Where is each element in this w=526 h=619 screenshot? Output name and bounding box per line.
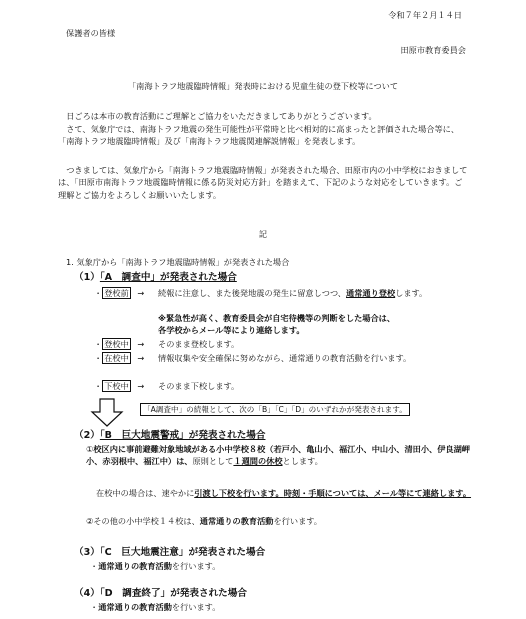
addressee: 保護者の皆様 (66, 28, 116, 38)
sender: 田原市教育委員会 (400, 45, 466, 55)
item-emphasis: １週間の休校 (233, 456, 283, 467)
when-badge: 在校中 (104, 353, 129, 363)
detail-emphasis: 引渡し下校を行います。 (194, 488, 284, 498)
subsection-b-item-1-detail (96, 487, 472, 499)
item-before-school-text (158, 287, 468, 299)
item-going-to-school: ・ 登校中 → (94, 338, 151, 350)
subsection-a-number: （1） (74, 272, 100, 283)
item-text-end: します。 (395, 288, 428, 298)
followup-notice-box: 「A調査中」の続報として、次の「B」「C」「D」のいずれかが発表されます。 (140, 403, 410, 416)
subsection-d-heading (74, 587, 247, 601)
subsection-a-heading (74, 271, 237, 285)
subsection-c-heading (74, 546, 265, 560)
item-text: その他の小中学校１４校は、 (93, 516, 200, 526)
subsection-c-number: （3） (74, 547, 100, 558)
subsection-b-label: 「B 巨大地震警戒」が発表された場合 (99, 430, 266, 441)
subsection-d-label: 「D 調査終了」が発表された場合 (99, 588, 247, 599)
detail-text: 在校中の場合は、速やかに (96, 488, 195, 498)
subsection-d-number: （4） (74, 588, 100, 599)
item-at-school: ・ 在校中 → (94, 352, 151, 364)
arrow-icon: → (137, 288, 145, 298)
subsection-a-label: 「A 調査中」が発表された場合 (99, 272, 237, 283)
down-arrow-icon (90, 398, 124, 428)
bullet: ・ (90, 561, 99, 571)
subsection-c-body (90, 560, 220, 572)
item-at-school-text: 情報収集や安全確保に努めながら、通常通りの教育活動を行います。 (158, 353, 412, 363)
intro-paragraph-1: 日ごろは本市の教育活動にご理解とご協力をいただきましてありがとうございます。 (66, 111, 377, 121)
body-bold-text: 通常通りの教育活動 (98, 602, 172, 612)
ki-marker: 記 (258, 229, 268, 239)
when-badge: 下校中 (104, 381, 129, 391)
intro-paragraph-2: さて、気象庁では、南海トラフ地震の発生可能性が平常時と比べ相対的に高まったと評価された場合等に、「南海トラフ地震臨時情報」及び「南海トラフ地震関連解説情報」を発表します。 (58, 124, 460, 147)
note-line-1: ※緊急性が高く、教育委員会が自宅待機等の判断をした場合は、 (158, 313, 396, 323)
item-text-end: を行います。 (273, 516, 322, 526)
subsection-b-heading (74, 429, 265, 443)
when-badge: 登校前 (104, 288, 129, 298)
when-badge: 登校中 (104, 339, 129, 349)
arrow-icon: → (137, 339, 145, 349)
subsection-b-item-1 (86, 443, 472, 468)
note-line-2: 各学校からメール等により連絡します。 (158, 325, 305, 335)
bullet: ・ (90, 602, 99, 612)
item-bold-text: 校区内に事前避難対象地域がある小中学校８校（若戸小、亀山小、福江小、中山小、清田小、伊良湖岬小、赤羽根中、福江中）は、 (86, 444, 470, 467)
item-going-home: ・ 下校中 → (94, 380, 151, 392)
document-title: 「南海トラフ地震臨時情報」発表時における児童生徒の登下校等について (127, 81, 399, 91)
item-text-end: とします。 (282, 456, 323, 467)
arrow-icon: → (137, 353, 145, 363)
intro-paragraph-3: つきましては、気象庁から「南海トラフ地震臨時情報」が発表された場合、田原市内の小中学校におきましては、「田原市南海トラフ地震臨時情報に係る防災対応方針」を踏まえて、下記のような対応をしていきます。ご理解とご協力をよろしくお願いいたします。 (58, 165, 468, 200)
body-text: を行います。 (171, 602, 221, 612)
detail-bold-text: 時刻・手順については、メール等にて連絡します。 (283, 488, 472, 498)
subsection-d-body (90, 601, 220, 613)
item-text: 原則として (192, 456, 234, 467)
subsection-b-item-2 (86, 515, 472, 527)
item-going-home-text: そのまま下校します。 (158, 381, 240, 391)
item-before-school: ・ 登校前 → (94, 287, 151, 299)
item-number: ① (86, 444, 94, 454)
arrow-icon: → (137, 381, 145, 391)
body-text: を行います。 (171, 561, 221, 571)
issue-date: 令和７年２月１４日 (388, 10, 462, 20)
subsection-c-label: 「C 巨大地震注意」が発表された場合 (99, 547, 266, 558)
item-bold-text: 通常通りの教育活動 (199, 516, 274, 526)
body-bold-text: 通常通りの教育活動 (98, 561, 172, 571)
subsection-b-number: （2） (74, 430, 100, 441)
item-emphasis: 通常通り登校 (346, 288, 396, 298)
item-text: 続報に注意し、また後発地震の発生に留意しつつ、 (158, 288, 346, 298)
item-number: ② (86, 516, 94, 526)
item-going-to-school-text: そのまま登校します。 (158, 339, 240, 349)
section-1-heading: 1. 気象庁から「南海トラフ地震臨時情報」が発表された場合 (66, 257, 290, 267)
